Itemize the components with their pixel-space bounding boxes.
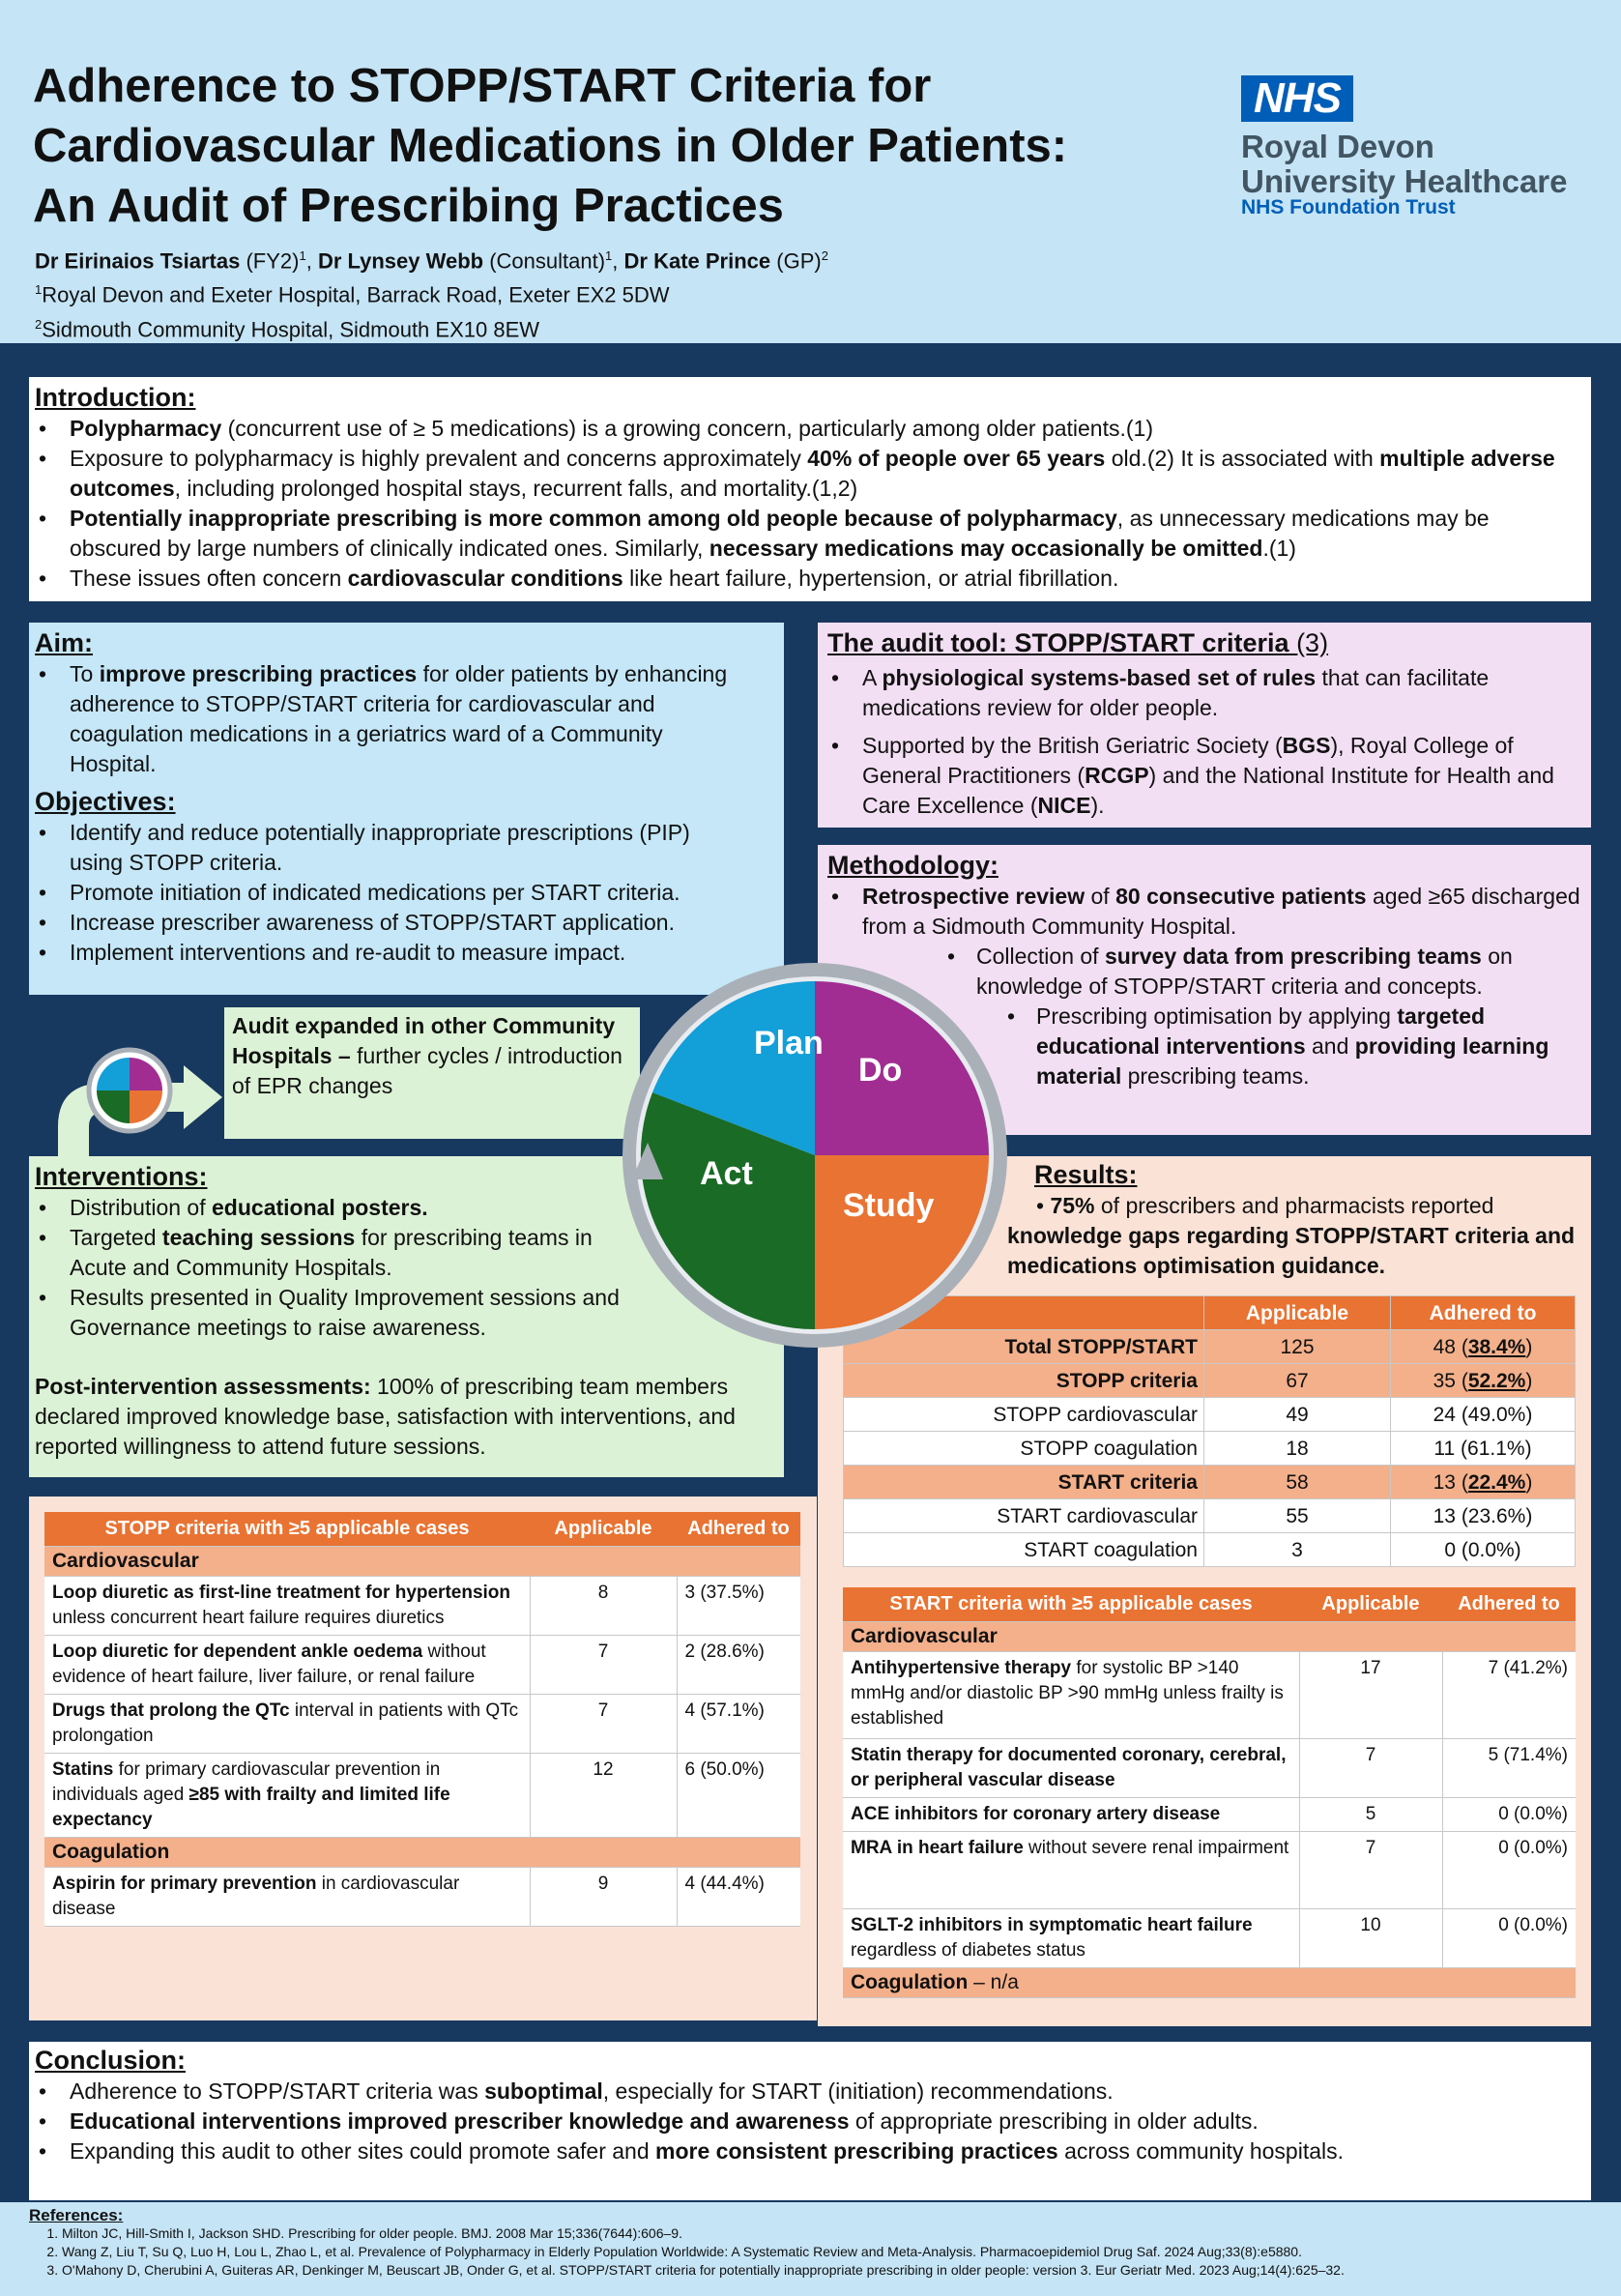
header-cell: Applicable bbox=[1204, 1296, 1391, 1330]
text: and bbox=[1305, 1033, 1355, 1059]
header-cell: Applicable bbox=[530, 1512, 677, 1547]
criterion-cell bbox=[843, 1832, 1299, 1909]
adhered-cell: 6 (50.0%) bbox=[677, 1754, 800, 1838]
criterion-cell bbox=[44, 1636, 530, 1695]
list-item bbox=[827, 731, 1581, 821]
author-line bbox=[35, 242, 1195, 276]
adhered-cell: 0 (0.0%) bbox=[1442, 1909, 1576, 1968]
text: Expanding this audit to other sites could promote safer and bbox=[70, 2138, 656, 2164]
adhered-cell: 13 (23.6%) bbox=[1391, 1499, 1576, 1533]
text: ). bbox=[1090, 793, 1105, 818]
table-row bbox=[843, 1798, 1576, 1832]
text: Prescribing optimisation by applying bbox=[1036, 1003, 1398, 1029]
count: 35 bbox=[1433, 1369, 1456, 1392]
percent: 38.4% bbox=[1467, 1335, 1526, 1358]
bold-text: Coagulation bbox=[851, 1971, 969, 1993]
bold-text: Drugs that prolong the QTc bbox=[52, 1700, 290, 1721]
percent: 22.4% bbox=[1467, 1470, 1526, 1494]
applicable-cell: 58 bbox=[1204, 1466, 1391, 1499]
list-item: • Increase prescriber awareness of STOPP/START application. bbox=[35, 908, 749, 938]
text: that can facilitate medications review for older people. bbox=[862, 665, 1490, 720]
table-row bbox=[44, 1695, 800, 1754]
heading-text: The audit tool: STOPP/START criteria bbox=[827, 628, 1289, 657]
label-act: Act bbox=[700, 1155, 753, 1192]
bold-text: Loop diuretic for dependent ankle oedema bbox=[52, 1642, 423, 1662]
text: – n/a bbox=[968, 1971, 1019, 1993]
adhered-cell: 3 (37.5%) bbox=[677, 1577, 800, 1636]
list-item bbox=[943, 942, 1581, 1002]
list-item bbox=[35, 504, 1585, 564]
pdsa-cycle-diagram bbox=[619, 957, 1025, 1353]
text: without severe renal impairment bbox=[1023, 1838, 1289, 1858]
criterion-cell bbox=[843, 1652, 1299, 1739]
sep: , bbox=[612, 248, 624, 274]
text: further cycles / introduction of EPR changes bbox=[232, 1043, 622, 1098]
section-heading: Interventions: bbox=[35, 1162, 208, 1191]
header-cell: Adhered to bbox=[1442, 1587, 1576, 1622]
applicable-cell: 5 bbox=[1299, 1798, 1442, 1832]
bold-text: Aspirin for primary prevention bbox=[52, 1874, 317, 1894]
author-role: (Consultant) bbox=[483, 248, 606, 274]
section-row bbox=[843, 1968, 1576, 1998]
affil-sup: 1 bbox=[605, 248, 613, 263]
table-row bbox=[843, 1739, 1576, 1798]
table-row bbox=[44, 1868, 800, 1927]
intro-list bbox=[35, 414, 1585, 594]
adhered-cell: 0 (0.0%) bbox=[1442, 1798, 1576, 1832]
bold-text: targeted educational interventions bbox=[1036, 1003, 1486, 1059]
heading-ref: (3) bbox=[1288, 628, 1329, 657]
text: unless concurrent heart failure requires diuretics bbox=[52, 1608, 445, 1628]
row-label: STOPP cardiovascular bbox=[844, 1398, 1204, 1432]
bold-text: 75% bbox=[1050, 1193, 1095, 1218]
applicable-cell: 10 bbox=[1299, 1909, 1442, 1968]
sep: , bbox=[305, 248, 318, 274]
bullet: • bbox=[1036, 1193, 1051, 1218]
section-heading bbox=[827, 626, 1581, 659]
table-header-row bbox=[44, 1512, 800, 1547]
header-cell: START criteria with ≥5 applicable cases bbox=[843, 1587, 1299, 1622]
bold-text: multiple adverse outcomes bbox=[70, 446, 1555, 501]
text: , including prolonged hospital stays, recurrent falls, and mortality.(1,2) bbox=[174, 476, 858, 501]
text: like heart failure, hypertension, or atrial fibrillation. bbox=[622, 566, 1119, 591]
table-row bbox=[843, 1909, 1576, 1968]
aim-panel bbox=[29, 623, 784, 995]
section-row bbox=[44, 1838, 800, 1868]
objectives-list bbox=[35, 818, 749, 968]
header-cell: Applicable bbox=[1299, 1587, 1442, 1622]
text: ) and the National Institute for Health and Care Excellence ( bbox=[862, 763, 1554, 818]
poster-title bbox=[33, 56, 1193, 236]
bold-text: Antihypertensive therapy bbox=[851, 1658, 1072, 1678]
row-label bbox=[844, 1364, 1204, 1398]
text: Collection of bbox=[976, 944, 1105, 969]
table-row bbox=[843, 1832, 1576, 1909]
text: Supported by the British Geriatric Society ( bbox=[862, 733, 1283, 758]
text: for prescribing teams in Acute and Community Hospitals. bbox=[70, 1225, 593, 1280]
bold-text: Educational interventions improved prescriber knowledge and awareness bbox=[70, 2108, 850, 2134]
text: Targeted bbox=[70, 1225, 162, 1250]
row-label: START coagulation bbox=[844, 1533, 1204, 1567]
applicable-cell: 7 bbox=[1299, 1739, 1442, 1798]
bold-text: STOPP criteria bbox=[1056, 1369, 1198, 1392]
header-cell: Adhered to bbox=[1391, 1296, 1576, 1330]
org-name bbox=[1241, 130, 1608, 199]
applicable-cell: 49 bbox=[1204, 1398, 1391, 1432]
section-label: Cardiovascular bbox=[843, 1622, 1576, 1652]
bold-text: cardiovascular conditions bbox=[347, 566, 623, 591]
text: Adherence to STOPP/START criteria was bbox=[70, 2078, 485, 2104]
author-block bbox=[35, 242, 1195, 344]
text: of prescribers and pharmacists reported bbox=[1094, 1193, 1494, 1218]
applicable-cell: 7 bbox=[1299, 1832, 1442, 1909]
text: prescribing teams. bbox=[1121, 1063, 1310, 1089]
applicable-cell: 7 bbox=[530, 1695, 677, 1754]
row-label bbox=[844, 1466, 1204, 1499]
text: ), Royal College of General Practitioners ( bbox=[862, 733, 1514, 788]
table-row bbox=[843, 1652, 1576, 1739]
table-row bbox=[844, 1398, 1576, 1432]
bold-text: physiological systems-based set of rules bbox=[882, 665, 1317, 690]
bold-text: ≥85 with frailty and limited life expectancy bbox=[52, 1785, 450, 1830]
text: To bbox=[70, 661, 100, 686]
bold-text: Statins bbox=[52, 1759, 114, 1780]
adhered-cell: 7 (41.2%) bbox=[1442, 1652, 1576, 1739]
section-row bbox=[44, 1547, 800, 1577]
author-role: (FY2) bbox=[240, 248, 300, 274]
bold-text: SGLT-2 inhibitors in symptomatic heart failure bbox=[851, 1915, 1253, 1935]
affil-sup: 1 bbox=[35, 282, 43, 298]
title-line: An Audit of Prescribing Practices bbox=[33, 180, 784, 232]
references-list bbox=[29, 2224, 1592, 2280]
bold-text: knowledge gaps regarding STOPP/START criteria and medications optimisation guidance. bbox=[1007, 1223, 1576, 1278]
bold-text: Polypharmacy bbox=[70, 416, 222, 441]
applicable-cell: 125 bbox=[1204, 1330, 1391, 1364]
text: , as unnecessary medications may be obscured by large numbers of clinically indicated ones. Similarly, bbox=[70, 506, 1490, 561]
title-line: Cardiovascular Medications in Older Patients: bbox=[33, 120, 1068, 172]
criterion-cell bbox=[843, 1739, 1299, 1798]
audit-tool-panel bbox=[818, 623, 1591, 828]
criterion-cell bbox=[44, 1695, 530, 1754]
table-row bbox=[44, 1754, 800, 1838]
table-row bbox=[844, 1432, 1576, 1466]
bold-text: START criteria bbox=[1057, 1470, 1198, 1494]
criterion-cell bbox=[44, 1754, 530, 1838]
bold-text: Audit expanded in other Community Hospitals – bbox=[232, 1013, 616, 1068]
author-name: Dr Lynsey Webb bbox=[317, 248, 484, 274]
adhered-cell: 4 (44.4%) bbox=[677, 1868, 800, 1927]
text: regardless of diabetes status bbox=[851, 1940, 1085, 1961]
text: of bbox=[1085, 884, 1116, 909]
applicable-cell: 67 bbox=[1204, 1364, 1391, 1398]
label-do: Do bbox=[858, 1052, 903, 1089]
list-item bbox=[35, 659, 749, 779]
adhered-cell: 35 (52.2%) bbox=[1391, 1364, 1576, 1398]
org-line: Royal Devon bbox=[1241, 129, 1434, 164]
conclusion-list bbox=[35, 2077, 1585, 2166]
bold-text: Statin therapy for documented coronary, cerebral, or peripheral vascular disease bbox=[851, 1745, 1287, 1790]
bold-text: 40% of people over 65 years bbox=[807, 446, 1106, 471]
list-item bbox=[827, 663, 1581, 723]
list-item bbox=[35, 2136, 1585, 2166]
text: .(1) bbox=[1262, 536, 1296, 561]
references-panel bbox=[0, 2202, 1621, 2296]
criterion-cell bbox=[843, 1798, 1299, 1832]
bold-text: Loop diuretic as first-line treatment for hypertension bbox=[52, 1583, 511, 1603]
text: across community hospitals. bbox=[1057, 2138, 1345, 2164]
section-heading: Methodology: bbox=[827, 851, 999, 880]
audit-expanded-box bbox=[224, 1007, 640, 1139]
section-label bbox=[843, 1968, 1576, 1998]
affil-sup: 2 bbox=[821, 248, 828, 263]
adhered-cell: 11 (61.1%) bbox=[1391, 1432, 1576, 1466]
reference-item: 3. O'Mahony D, Cherubini A, Guiteras AR, Denkinger M, Beuscart JB, Onder G, et al. STOPP/START criteria for potentially inappropriate prescribing in older people: version 3. Eur Geriatr Med. 2023 Aug;14(4):625–32. bbox=[62, 2261, 1592, 2280]
bold-text: educational posters. bbox=[212, 1195, 428, 1220]
text: 100% of prescribing team members declared improved knowledge base, satisfaction with interventions, and reported willingness to attend future sessions. bbox=[35, 1374, 736, 1459]
bold-text: 80 consecutive patients bbox=[1115, 884, 1367, 909]
introduction-panel bbox=[29, 377, 1591, 601]
list-item: • Implement interventions and re-audit to measure impact. bbox=[35, 938, 749, 968]
affiliation-1 bbox=[35, 276, 1195, 309]
text: Exposure to polypharmacy is highly prevalent and concerns approximately bbox=[70, 446, 808, 471]
section-heading: Introduction: bbox=[35, 383, 196, 412]
text: , especially for START (initiation) recommendations. bbox=[602, 2078, 1114, 2104]
adhered-cell: 48 (38.4%) bbox=[1391, 1330, 1576, 1364]
bold-text: providing learning material bbox=[1036, 1033, 1549, 1089]
adhered-cell: 24 (49.0%) bbox=[1391, 1398, 1576, 1432]
text: in cardiovascular disease bbox=[52, 1874, 460, 1919]
aim-list bbox=[35, 659, 749, 779]
affil-sup: 2 bbox=[35, 316, 43, 332]
adhered-cell: 0 (0.0%) bbox=[1391, 1533, 1576, 1567]
section-heading: Conclusion: bbox=[35, 2046, 186, 2075]
section-heading: Aim: bbox=[35, 628, 93, 657]
text: These issues often concern bbox=[70, 566, 348, 591]
criterion-cell bbox=[44, 1577, 530, 1636]
conclusion-panel bbox=[29, 2042, 1591, 2200]
list-item bbox=[35, 414, 1585, 444]
bold-text: Retrospective review bbox=[862, 884, 1085, 909]
author-name: Dr Eirinaios Tsiartas bbox=[35, 248, 241, 274]
section-row bbox=[843, 1622, 1576, 1652]
adhered-cell: 2 (28.6%) bbox=[677, 1636, 800, 1695]
section-label: Cardiovascular bbox=[44, 1547, 800, 1577]
poster-header bbox=[0, 0, 1621, 343]
bold-text: MRA in heart failure bbox=[851, 1838, 1024, 1858]
applicable-cell: 8 bbox=[530, 1577, 677, 1636]
list-item bbox=[35, 1223, 594, 1283]
section-label: Coagulation bbox=[44, 1838, 800, 1868]
list-item: • Results presented in Quality Improvement sessions and Governance meetings to raise awareness. bbox=[35, 1283, 701, 1343]
list-item: • Promote initiation of indicated medications per START criteria. bbox=[35, 878, 749, 908]
bold-text: Post-intervention assessments: bbox=[35, 1374, 371, 1399]
bold-text: Potentially inappropriate prescribing is more common among old people because of polypharmacy bbox=[70, 506, 1117, 531]
affil-sup: 1 bbox=[299, 248, 306, 263]
affil-text: Sidmouth Community Hospital, Sidmouth EX10 8EW bbox=[42, 316, 540, 341]
text: for primary cardiovascular prevention in individuals aged bbox=[52, 1759, 441, 1805]
table-row bbox=[844, 1364, 1576, 1398]
slice-study bbox=[815, 1155, 989, 1329]
list-item bbox=[1003, 1002, 1581, 1091]
percent: 52.2% bbox=[1467, 1369, 1526, 1392]
bold-text: survey data from prescribing teams bbox=[1104, 944, 1482, 969]
label-study: Study bbox=[843, 1187, 935, 1224]
header-cell: STOPP criteria with ≥5 applicable cases bbox=[44, 1512, 530, 1547]
start-criteria-table bbox=[843, 1587, 1576, 1998]
text: (concurrent use of ≥ 5 medications) is a growing concern, particularly among older patients.(1) bbox=[221, 416, 1153, 441]
applicable-cell: 7 bbox=[530, 1636, 677, 1695]
criterion-cell bbox=[843, 1909, 1299, 1968]
list-item bbox=[35, 564, 1585, 594]
count: 48 bbox=[1433, 1335, 1456, 1358]
applicable-cell: 17 bbox=[1299, 1652, 1442, 1739]
list-item bbox=[35, 1193, 701, 1223]
interventions-list bbox=[35, 1193, 701, 1343]
org-line: University Healthcare bbox=[1241, 163, 1568, 199]
tool-list bbox=[827, 663, 1581, 821]
section-heading: Objectives: bbox=[35, 787, 176, 816]
section-heading: Results: bbox=[1034, 1160, 1138, 1189]
table-row bbox=[844, 1466, 1576, 1499]
adhered-cell: 4 (57.1%) bbox=[677, 1695, 800, 1754]
text: aged ≥65 discharged from a Sidmouth Community Hospital. bbox=[862, 884, 1580, 939]
org-trust: NHS Foundation Trust bbox=[1241, 196, 1456, 218]
bold-text: Total STOPP/START bbox=[1004, 1335, 1198, 1358]
text: Distribution of bbox=[70, 1195, 213, 1220]
text: A bbox=[862, 665, 883, 690]
text: for older patients by enhancing adherence to STOPP/START criteria for cardiovascular and coagulation medications in a geriatrics ward of a Community Hospital. bbox=[70, 661, 728, 776]
mini-pdsa-icon bbox=[85, 1046, 174, 1135]
table-row bbox=[844, 1533, 1576, 1567]
adhered-cell: 5 (71.4%) bbox=[1442, 1739, 1576, 1798]
applicable-cell: 18 bbox=[1204, 1432, 1391, 1466]
author-role: (GP) bbox=[770, 248, 822, 274]
applicable-cell: 3 bbox=[1204, 1533, 1391, 1567]
row-label: STOPP coagulation bbox=[844, 1432, 1204, 1466]
bold-text: necessary medications may occasionally be omitted bbox=[709, 536, 1263, 561]
count: 13 bbox=[1433, 1470, 1456, 1494]
bold-text: RCGP bbox=[1085, 763, 1149, 788]
reference-item: 2. Wang Z, Liu T, Su Q, Luo H, Lou L, Zhao L, et al. Prevalence of Polypharmacy in Elderly Population Worldwide: A Systematic Review and Meta-Analysis. Pharmacoepidemiol Drug Saf. 2024 Aug;33(8):e5880. bbox=[62, 2243, 1592, 2261]
criterion-cell bbox=[44, 1868, 530, 1927]
row-label: START cardiovascular bbox=[844, 1499, 1204, 1533]
bold-text: improve prescribing practices bbox=[99, 661, 418, 686]
list-item bbox=[827, 882, 1581, 942]
text: interval in patients with QTc prolongation bbox=[52, 1700, 519, 1746]
stopp-table-panel bbox=[29, 1497, 817, 2020]
list-item bbox=[35, 2077, 1585, 2107]
affil-text: Royal Devon and Exeter Hospital, Barrack Road, Exeter EX2 5DW bbox=[42, 282, 670, 307]
title-line: Adherence to STOPP/START Criteria for bbox=[33, 60, 932, 112]
text: for systolic BP >140 mmHg and/or diastolic BP >90 mmHg unless frailty is established bbox=[851, 1658, 1284, 1729]
results-summary bbox=[1007, 1191, 1578, 1281]
bold-text: BGS bbox=[1282, 733, 1331, 758]
adhered-cell: 13 (22.4%) bbox=[1391, 1466, 1576, 1499]
applicable-cell: 9 bbox=[530, 1868, 677, 1927]
header-cell: Adhered to bbox=[677, 1512, 800, 1547]
reference-item: 1. Milton JC, Hill-Smith I, Jackson SHD. Prescribing for older people. BMJ. 2008 Mar 15;336(7644):606–9. bbox=[62, 2224, 1592, 2243]
list-item bbox=[35, 444, 1585, 504]
table-row bbox=[44, 1577, 800, 1636]
affiliation-2 bbox=[35, 310, 1195, 344]
text: without evidence of heart failure, liver failure, or renal failure bbox=[52, 1642, 486, 1687]
label-plan: Plan bbox=[754, 1025, 824, 1061]
applicable-cell: 55 bbox=[1204, 1499, 1391, 1533]
nhs-logo: NHS bbox=[1241, 75, 1353, 122]
table-header-row bbox=[843, 1587, 1576, 1622]
bold-text: more consistent prescribing practices bbox=[655, 2138, 1058, 2164]
text: on knowledge of STOPP/START criteria and concepts. bbox=[976, 944, 1513, 999]
list-item bbox=[35, 2107, 1585, 2136]
bold-text: NICE bbox=[1037, 793, 1091, 818]
text: of appropriate prescribing in older adults. bbox=[849, 2108, 1259, 2134]
bold-text: teaching sessions bbox=[161, 1225, 356, 1250]
bold-text: ACE inhibitors for coronary artery disease bbox=[851, 1804, 1221, 1824]
list-item: • Identify and reduce potentially inappropriate prescriptions (PIP) using STOPP criteria. bbox=[35, 818, 749, 878]
bold-text: suboptimal bbox=[484, 2078, 603, 2104]
table-row bbox=[44, 1636, 800, 1695]
author-name: Dr Kate Prince bbox=[623, 248, 771, 274]
adhered-cell: 0 (0.0%) bbox=[1442, 1832, 1576, 1909]
applicable-cell: 12 bbox=[530, 1754, 677, 1838]
post-intervention bbox=[35, 1372, 778, 1462]
section-heading: References: bbox=[29, 2206, 124, 2224]
table-row bbox=[844, 1499, 1576, 1533]
text: old.(2) It is associated with bbox=[1105, 446, 1380, 471]
stopp-criteria-table bbox=[44, 1512, 800, 1927]
